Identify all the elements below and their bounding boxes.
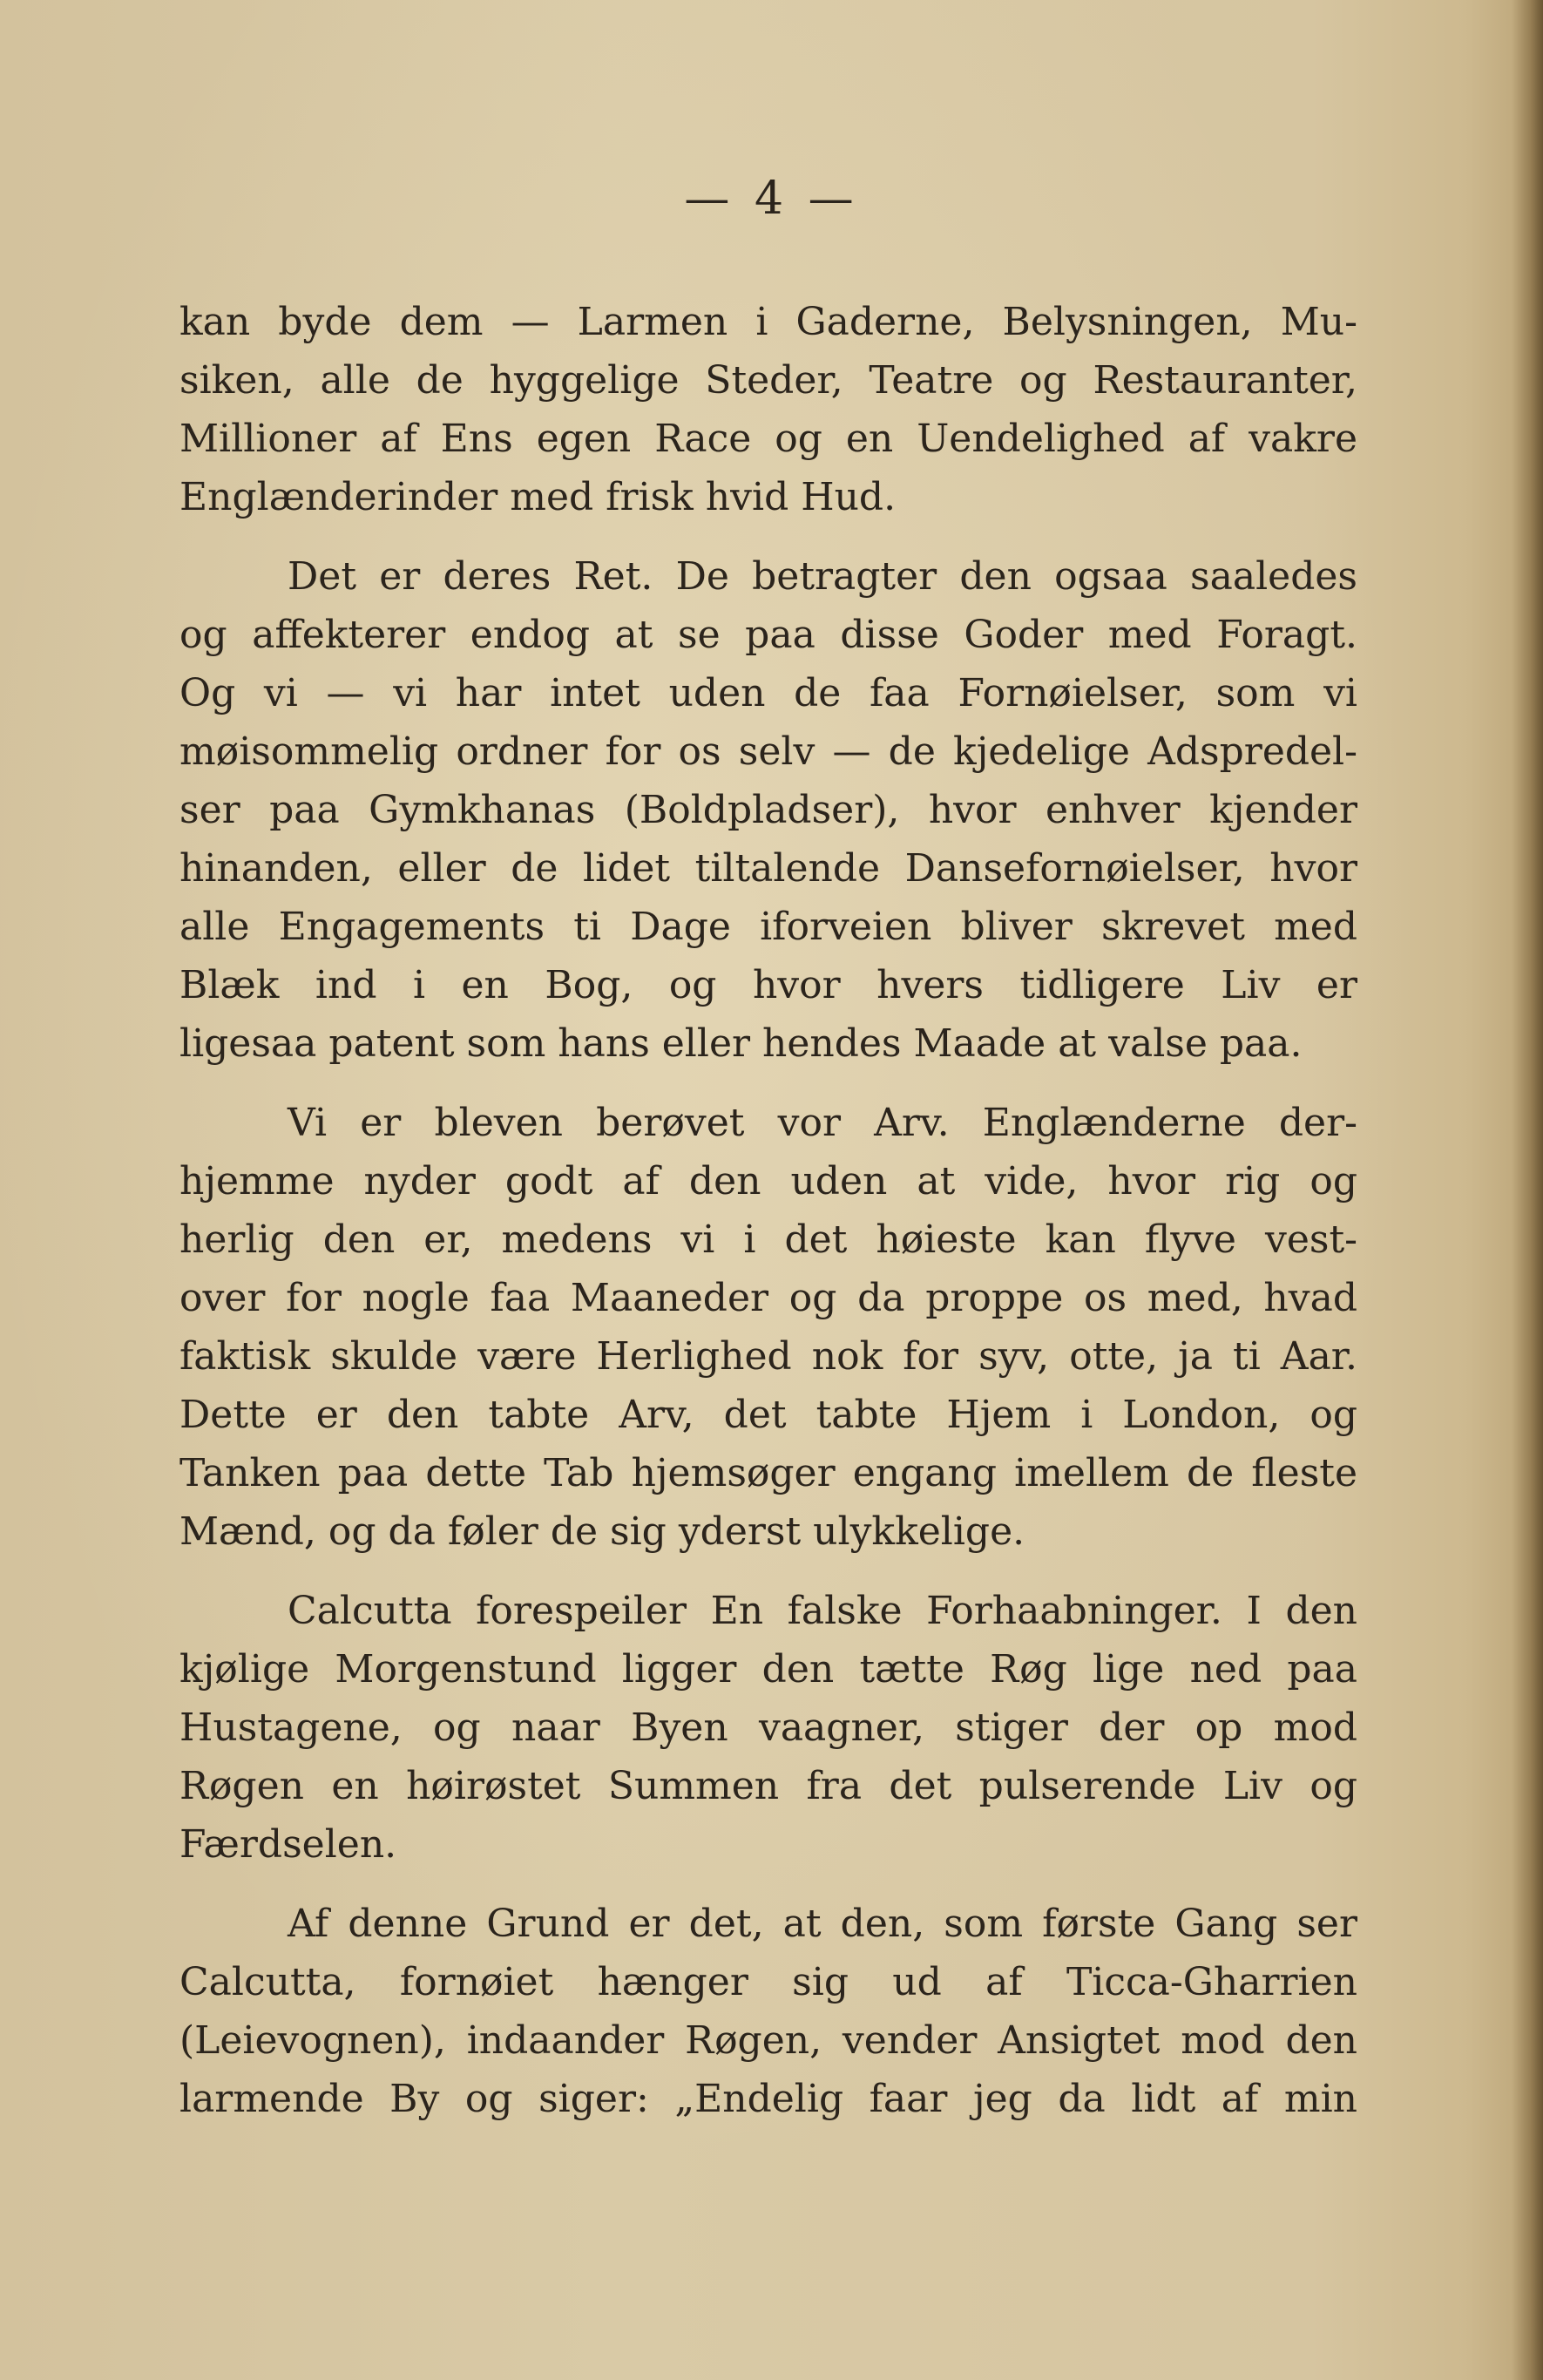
- text-line: Røgen en høirøstet Summen fra det pulserende Liv og: [179, 1764, 1357, 1808]
- text-line: hinanden, eller de lidet tiltalende Dansefornøielser, hvor: [179, 846, 1357, 891]
- text-line: Tanken paa dette Tab hjemsøger engang imellem de fleste: [179, 1451, 1357, 1495]
- text-line: faktisk skulde være Herlighed nok for syv, otte, ja ti Aar.: [179, 1334, 1357, 1379]
- text-line: kjølige Morgenstund ligger den tætte Røg lige ned paa: [179, 1647, 1357, 1692]
- text-line: Millioner af Ens egen Race og en Uendelighed af vakre: [179, 417, 1357, 461]
- text-line: larmende By og siger: „Endelig faar jeg da lidt af min: [179, 2077, 1357, 2121]
- paragraph: [179, 1094, 1357, 1561]
- text-line: alle Engagements ti Dage iforveien bliver skrevet med: [179, 905, 1357, 949]
- text-line: Færdselen.: [179, 1822, 397, 1867]
- text-line: Hustagene, og naar Byen vaagner, stiger der op mod: [179, 1705, 1357, 1750]
- text-line: siken, alle de hyggelige Steder, Teatre og Restauranter,: [179, 358, 1357, 403]
- text-line: Det er deres Ret. De betragter den ogsaa saaledes: [288, 554, 1357, 599]
- text-line: Calcutta, fornøiet hænger sig ud af Ticca-Gharrien: [179, 1960, 1357, 2004]
- body-text: [179, 293, 1357, 2149]
- page-number: — 4 —: [684, 173, 859, 225]
- text-line: Calcutta forespeiler En falske Forhaabninger. I den: [288, 1589, 1357, 1633]
- text-line: Dette er den tabte Arv, det tabte Hjem i London, og: [179, 1393, 1357, 1437]
- paragraph: [179, 1582, 1357, 1874]
- text-line: Mænd, og da føler de sig yderst ulykkelige.: [179, 1509, 1025, 1554]
- paragraph: [179, 1895, 1357, 2128]
- text-line: ser paa Gymkhanas (Boldpladser), hvor enhver kjender: [179, 788, 1357, 832]
- text-line: herlig den er, medens vi i det høieste kan flyve vest-: [179, 1217, 1357, 1262]
- text-line: Og vi — vi har intet uden de faa Fornøielser, som vi: [179, 671, 1357, 715]
- text-line: Af denne Grund er det, at den, som første Gang ser: [288, 1902, 1357, 1946]
- text-line: (Leievognen), indaander Røgen, vender Ansigtet mod den: [179, 2018, 1357, 2063]
- paragraph: [179, 293, 1357, 526]
- text-line: Englænderinder med frisk hvid Hud.: [179, 475, 897, 519]
- text-line: kan byde dem — Larmen i Gaderne, Belysningen, Mu-: [179, 300, 1357, 344]
- text-line: ligesaa patent som hans eller hendes Maade at valse paa.: [179, 1021, 1303, 1066]
- page-edge-shadow: [1512, 0, 1543, 2380]
- text-line: og affekterer endog at se paa disse Goder med Foragt.: [179, 613, 1357, 657]
- text-line: møisommelig ordner for os selv — de kjedelige Adspredel-: [179, 729, 1357, 774]
- text-line: Vi er bleven berøvet vor Arv. Englænderne der-: [288, 1101, 1357, 1145]
- text-line: Blæk ind i en Bog, og hvor hvers tidligere Liv er: [179, 963, 1357, 1007]
- text-line: hjemme nyder godt af den uden at vide, hvor rig og: [179, 1159, 1357, 1204]
- text-line: over for nogle faa Maaneder og da proppe os med, hvad: [179, 1276, 1357, 1320]
- paragraph: [179, 547, 1357, 1073]
